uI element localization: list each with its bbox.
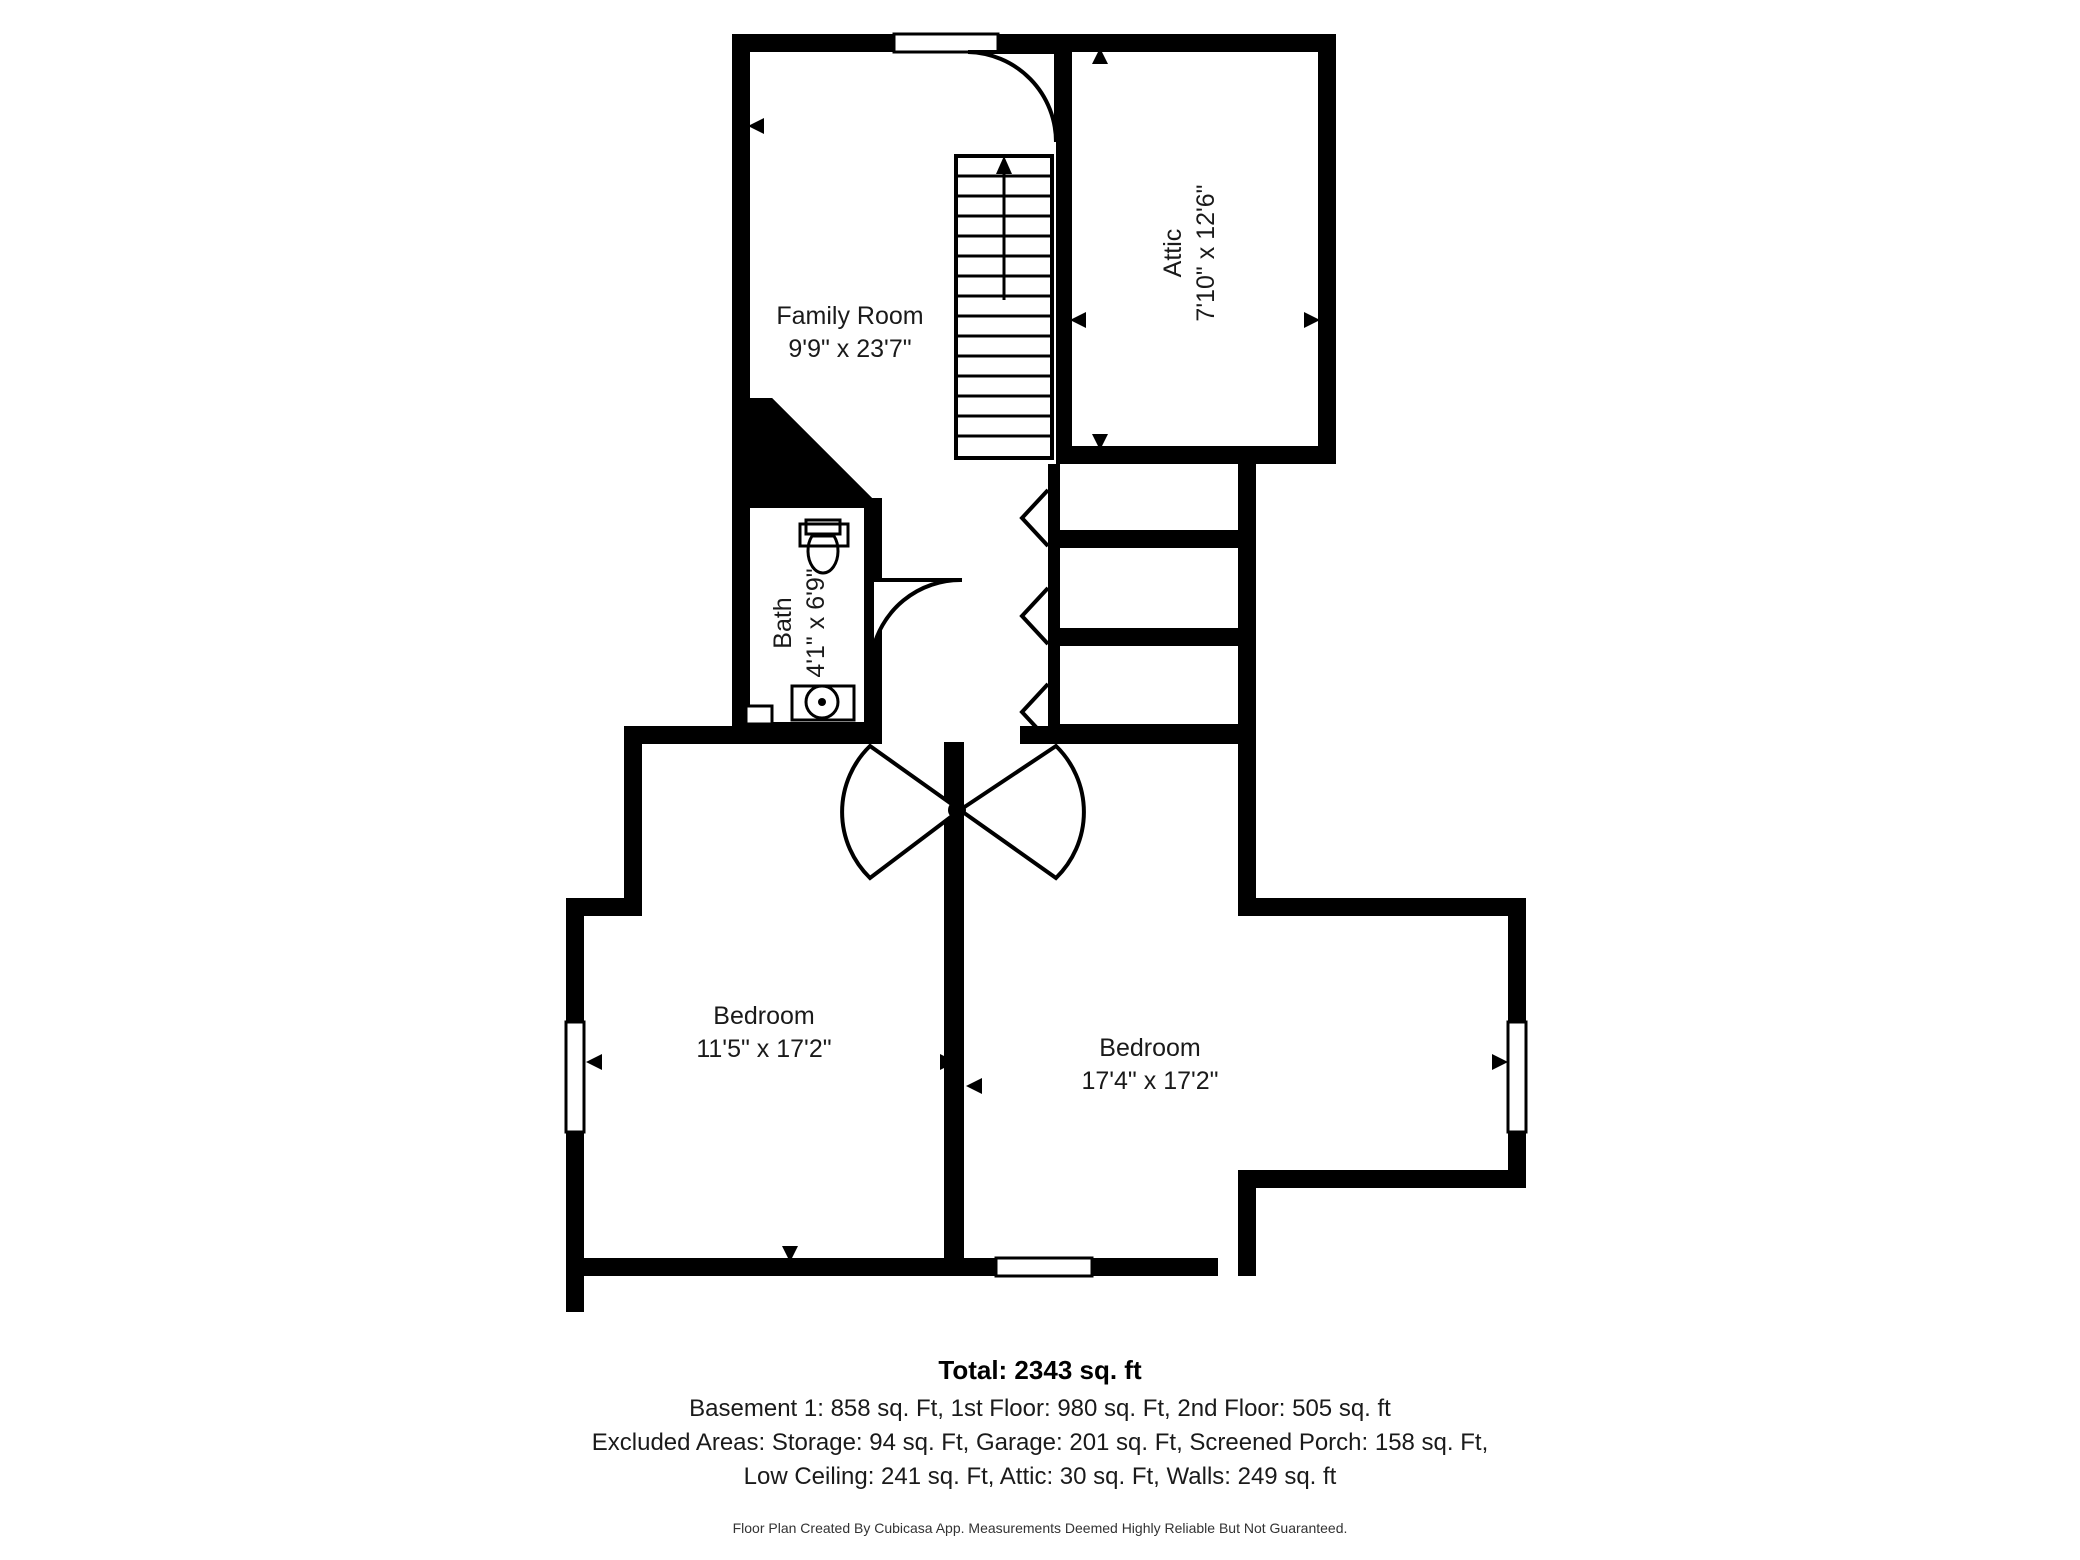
- excluded-areas-line-2: Low Ceiling: 241 sq. Ft, Attic: 30 sq. Ft, Walls: 249 sq. ft: [743, 1463, 1337, 1491]
- room-name: Bedroom: [713, 1002, 815, 1030]
- room-dimensions: 4'1" x 6'9": [802, 568, 830, 678]
- area-summary: [0, 1355, 2080, 1536]
- floor-breakdown: Basement 1: 858 sq. Ft, 1st Floor: 980 sq. Ft, 2nd Floor: 505 sq. ft: [689, 1395, 1391, 1422]
- creator-credit: Floor Plan Created By Cubicasa App. Measurements Deemed Highly Reliable But Not Guaranteed.: [732, 1520, 1348, 1537]
- room-dimensions: 7'10" x 12'6": [1192, 184, 1220, 322]
- room-dimensions: 17'4" x 17'2": [1081, 1067, 1219, 1095]
- excluded-areas-line-1: Excluded Areas: Storage: 94 sq. Ft, Garage: 201 sq. Ft, Screened Porch: 158 sq. Ft,: [591, 1429, 1489, 1457]
- room-label-attic: [1157, 103, 1223, 403]
- room-name: Bedroom: [1099, 1034, 1201, 1062]
- total-area: Total: 2343 sq. ft: [938, 1355, 1142, 1385]
- room-name: Family Room: [776, 302, 924, 330]
- room-name: Bath: [769, 597, 797, 649]
- room-name: Attic: [1159, 228, 1187, 278]
- room-dimensions: 9'9" x 23'7": [788, 335, 912, 363]
- room-label-bedroom-left: [614, 1000, 914, 1066]
- room-label-bedroom-right: [1000, 1032, 1300, 1098]
- room-label-family-room: [700, 300, 1000, 366]
- room-dimensions: 11'5" x 17'2": [696, 1035, 832, 1063]
- room-label-bath: [767, 503, 833, 743]
